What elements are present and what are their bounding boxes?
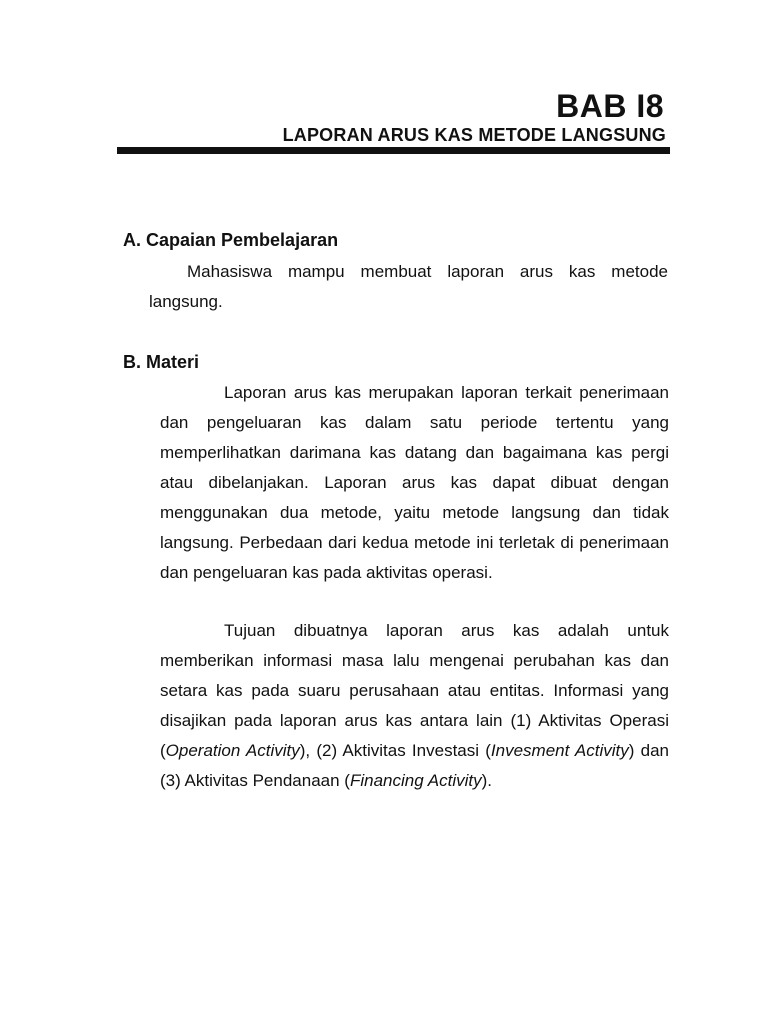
term-operation-activity: Operation Activity — [165, 741, 300, 760]
section-heading-material: B. Materi — [123, 352, 200, 372]
learning-outcomes-paragraph: Mahasiswa mampu membuat laporan arus kas metode langsung. — [149, 262, 668, 311]
term-financing-activity: Financing Activity — [349, 771, 482, 790]
chapter-title: LAPORAN ARUS KAS METODE LANGSUNG — [282, 125, 666, 145]
term-investment-activity: Invesment Activity — [490, 741, 629, 760]
material-paragraph-1: Laporan arus kas merupakan laporan terkait penerimaan dan pengeluaran kas dalam satu periode tertentu yang memperlihatkan darimana kas datang dan bagaimana kas pergi atau dibelanjakan. Laporan arus kas dapat dibuat dengan menggunakan dua metode, yaitu metode langsung dan tidak langsung. Perbedaan dari kedua metode ini terletak di penerimaan dan pengeluaran kas pada aktivitas operasi. — [160, 383, 669, 582]
chapter-label: BAB I8 — [556, 88, 664, 124]
header-divider — [117, 147, 670, 154]
paragraph-text: ) dan (3) Aktivitas Pendanaan ( — [160, 741, 670, 790]
paragraph-text: ). — [481, 771, 492, 790]
paragraph-text: ), (2) Aktivitas Investasi ( — [299, 741, 491, 760]
material-paragraph-2 — [160, 616, 669, 796]
paragraph-text: Tujuan dibuatnya laporan arus kas adalah untuk memberikan informasi masa lalu mengenai perubahan kas dan setara kas pada suaru perusahaan atau entitas. Informasi yang disajikan pada laporan arus kas antara lain (1) Aktivitas Operasi ( — [160, 621, 669, 760]
section-heading-learning-outcomes: A. Capaian Pembelajaran — [123, 230, 339, 250]
